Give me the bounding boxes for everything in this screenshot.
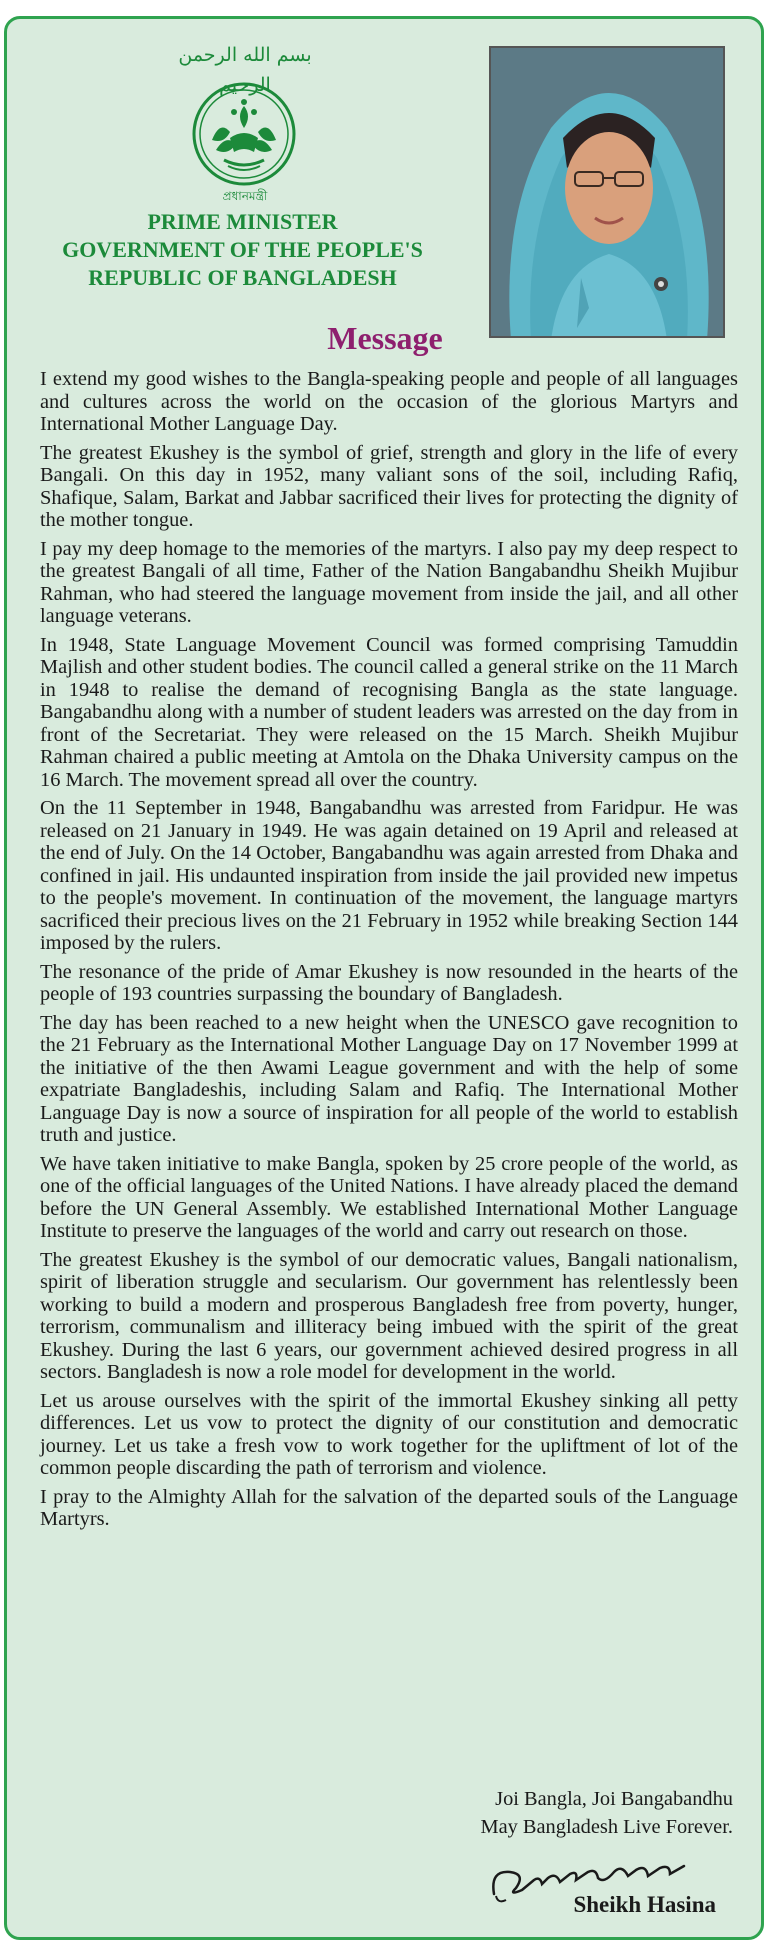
paragraph: On the 11 September in 1948, Bangabandhu was arrested from Faridpur. He was released on 21 January in 1949. He was again detained on 19 April and released at the end of July. On the 14 October, Bangabandhu was again arrested from Dhaka and confined in jail. His undaunted inspiration from inside the jail provided new impetus to the people's movement. In continuation of the movement, the language martyrs sacrificed their precious lives on the 21 February in 1952 while breaking Section 144 imposed by the rulers.: [40, 797, 738, 954]
paragraph: The resonance of the pride of Amar Ekushey is now resounded in the hearts of the people of 193 countries surpassing the boundary of Bangladesh.: [40, 960, 738, 1005]
bismillah-calligraphy: بسم الله الرحمن الرحيم: [178, 44, 312, 96]
closing-lines: [420, 1785, 733, 1841]
portrait-image: [491, 48, 725, 338]
paragraph: The day has been reached to a new height when the UNESCO gave recognition to the 21 February as the International Mother Language Day on 17 November 1999 at the initiative of the then Awami League government and with the help of some expatriate Bangladeshis, including Salam and Rafiq. The International Mother Language Day is now a source of inspiration for all people of the world to establish truth and justice.: [40, 1011, 738, 1146]
government-emblem-icon: [190, 80, 298, 188]
paragraph: In 1948, State Language Movement Council was formed comprising Tamuddin Majlish and other student bodies. The council called a general strike on the 11 March in 1948 to realise the demand of recognising Bangla as the state language. Bangabandhu along with a number of student leaders was arrested on the day from in front of the Secretariat. They were released on the 15 March. Sheikh Mujibur Rahman chaired a public meeting at Amtola on the Dhaka University campus on the 16 March. The movement spread all over the country.: [40, 633, 738, 791]
office-line-3: REPUBLIC OF BANGLADESH: [88, 265, 397, 290]
paragraph: I extend my good wishes to the Bangla-speaking people and people of all languages and cultures across the world on the occasion of the glorious Martyrs and International Mother Language Day.: [40, 368, 738, 435]
office-heading: [40, 208, 445, 292]
closing-line-2: May Bangladesh Live Forever.: [480, 1816, 733, 1838]
office-line-1: PRIME MINISTER: [147, 209, 338, 234]
paragraph: Let us arouse ourselves with the spirit of the immortal Ekushey sinking all petty differences. Let us vow to protect the dignity of our constitution and democratic journey. Let us take a fresh vow to work together for the upliftment of lot of the common people discarding the path of terrorism and violence.: [40, 1389, 738, 1479]
closing-line-1: Joi Bangla, Joi Bangabandhu: [495, 1788, 733, 1810]
emblem-caption: প্রধানমন্ত্রী: [222, 189, 268, 203]
signer-name: Sheikh Hasina: [573, 1892, 716, 1917]
paragraph: The greatest Ekushey is the symbol of grief, strength and glory in the life of every Bangali. On this day in 1952, many valiant sons of the soil, including Rafiq, Shafique, Salam, Barkat and Jabbar sacrificed their lives for protecting the dignity of the mother tongue.: [40, 441, 738, 531]
message-title: Message: [327, 320, 443, 356]
paragraph: I pay my deep homage to the memories of the martyrs. I also pay my deep respect to the greatest Bangali of all time, Father of the Nation Bangabandhu Sheikh Mujibur Rahman, who had steered the language movement from inside the jail, and all other language veterans.: [40, 537, 738, 627]
message-body: [40, 368, 738, 1537]
portrait-photo: [489, 46, 725, 338]
paragraph: We have taken initiative to make Bangla, spoken by 25 crore people of the world, as one of the official languages of the United Nations. I have already placed the demand before the UN General Assembly. We established International Mother Language Institute to preserve the languages of the world and carry out research on those.: [40, 1152, 738, 1242]
paragraph: The greatest Ekushey is the symbol of our democratic values, Bangali nationalism, spirit of liberation struggle and secularism. Our government has relentlessly been working to build a modern and prosperous Bangladesh free from poverty, hunger, terrorism, communalism and illiteracy being imbued with the spirit of the great Ekushey. During the last 6 years, our government achieved desired progress in all sectors. Bangladesh is now a role model for development in the world.: [40, 1248, 738, 1383]
office-line-2: GOVERNMENT OF THE PEOPLE'S: [62, 237, 423, 262]
paragraph: I pray to the Almighty Allah for the salvation of the departed souls of the Language Martyrs.: [40, 1485, 738, 1530]
